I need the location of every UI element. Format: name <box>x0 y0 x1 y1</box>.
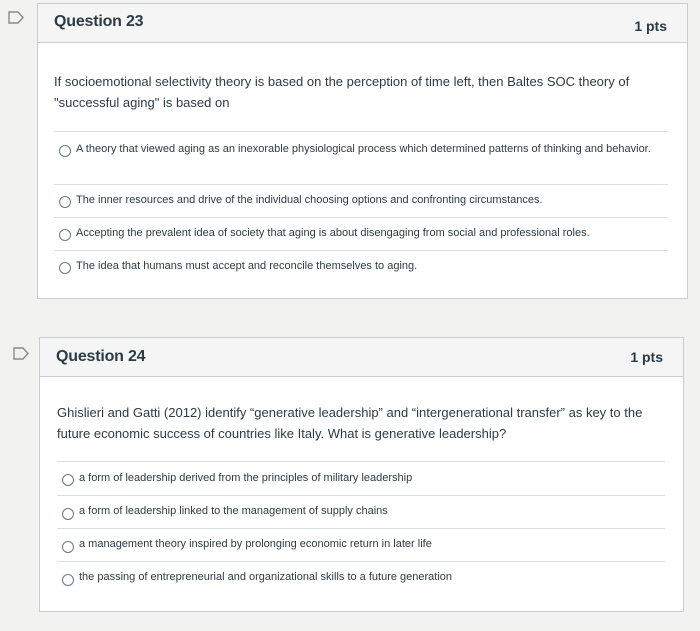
radio-button[interactable] <box>62 508 74 520</box>
answer-label: The inner resources and drive of the individual choosing options and confronting circumstances. <box>76 194 543 206</box>
answer-option[interactable] <box>54 218 668 251</box>
question-title: Question 24 <box>56 348 146 365</box>
radio-button[interactable] <box>62 474 74 486</box>
answer-option[interactable] <box>54 185 668 218</box>
bookmark-flag-icon[interactable] <box>13 347 29 360</box>
answer-label: A theory that viewed aging as an inexorable physiological process which determined patterns of thinking and behavior. <box>76 143 651 155</box>
question-23-header <box>38 4 687 43</box>
answer-label: Accepting the prevalent idea of society that aging is about disengaging from social and professional roles. <box>76 227 590 239</box>
radio-button[interactable] <box>59 262 71 274</box>
answer-list <box>54 131 668 287</box>
answer-option[interactable] <box>57 529 665 562</box>
answer-label: a form of leadership linked to the management of supply chains <box>79 505 388 517</box>
answer-option[interactable] <box>57 496 665 529</box>
radio-button[interactable] <box>59 229 71 241</box>
radio-button[interactable] <box>62 541 74 553</box>
answer-option[interactable] <box>54 132 668 185</box>
answer-label: The idea that humans must accept and reconcile themselves to aging. <box>76 260 418 272</box>
question-text: Ghislieri and Gatti (2012) identify “generative leadership” and “intergenerational transfer” as key to the future economic success of countries like Italy. What is generative leadership? <box>57 405 643 441</box>
question-points: 1 pts <box>630 349 663 365</box>
question-24-card <box>39 337 684 612</box>
bookmark-flag-icon[interactable] <box>8 11 24 24</box>
answer-list <box>57 461 665 596</box>
answer-option[interactable] <box>54 251 668 287</box>
answer-option[interactable] <box>57 562 665 596</box>
answer-label: a management theory inspired by prolonging economic return in later life <box>79 538 432 550</box>
question-23-card <box>37 3 688 299</box>
question-text: If socioemotional selectivity theory is based on the perception of time left, then Baltes SOC theory of "successful aging" is based on <box>54 74 630 110</box>
answer-option[interactable] <box>57 462 665 496</box>
radio-button[interactable] <box>59 196 71 208</box>
radio-button[interactable] <box>62 574 74 586</box>
answer-label: the passing of entrepreneurial and organizational skills to a future generation <box>79 571 453 583</box>
answer-label: a form of leadership derived from the principles of military leadership <box>79 472 413 484</box>
radio-button[interactable] <box>59 145 71 157</box>
question-24-header <box>40 338 683 377</box>
question-title: Question 23 <box>54 13 144 30</box>
question-points: 1 pts <box>634 18 667 34</box>
